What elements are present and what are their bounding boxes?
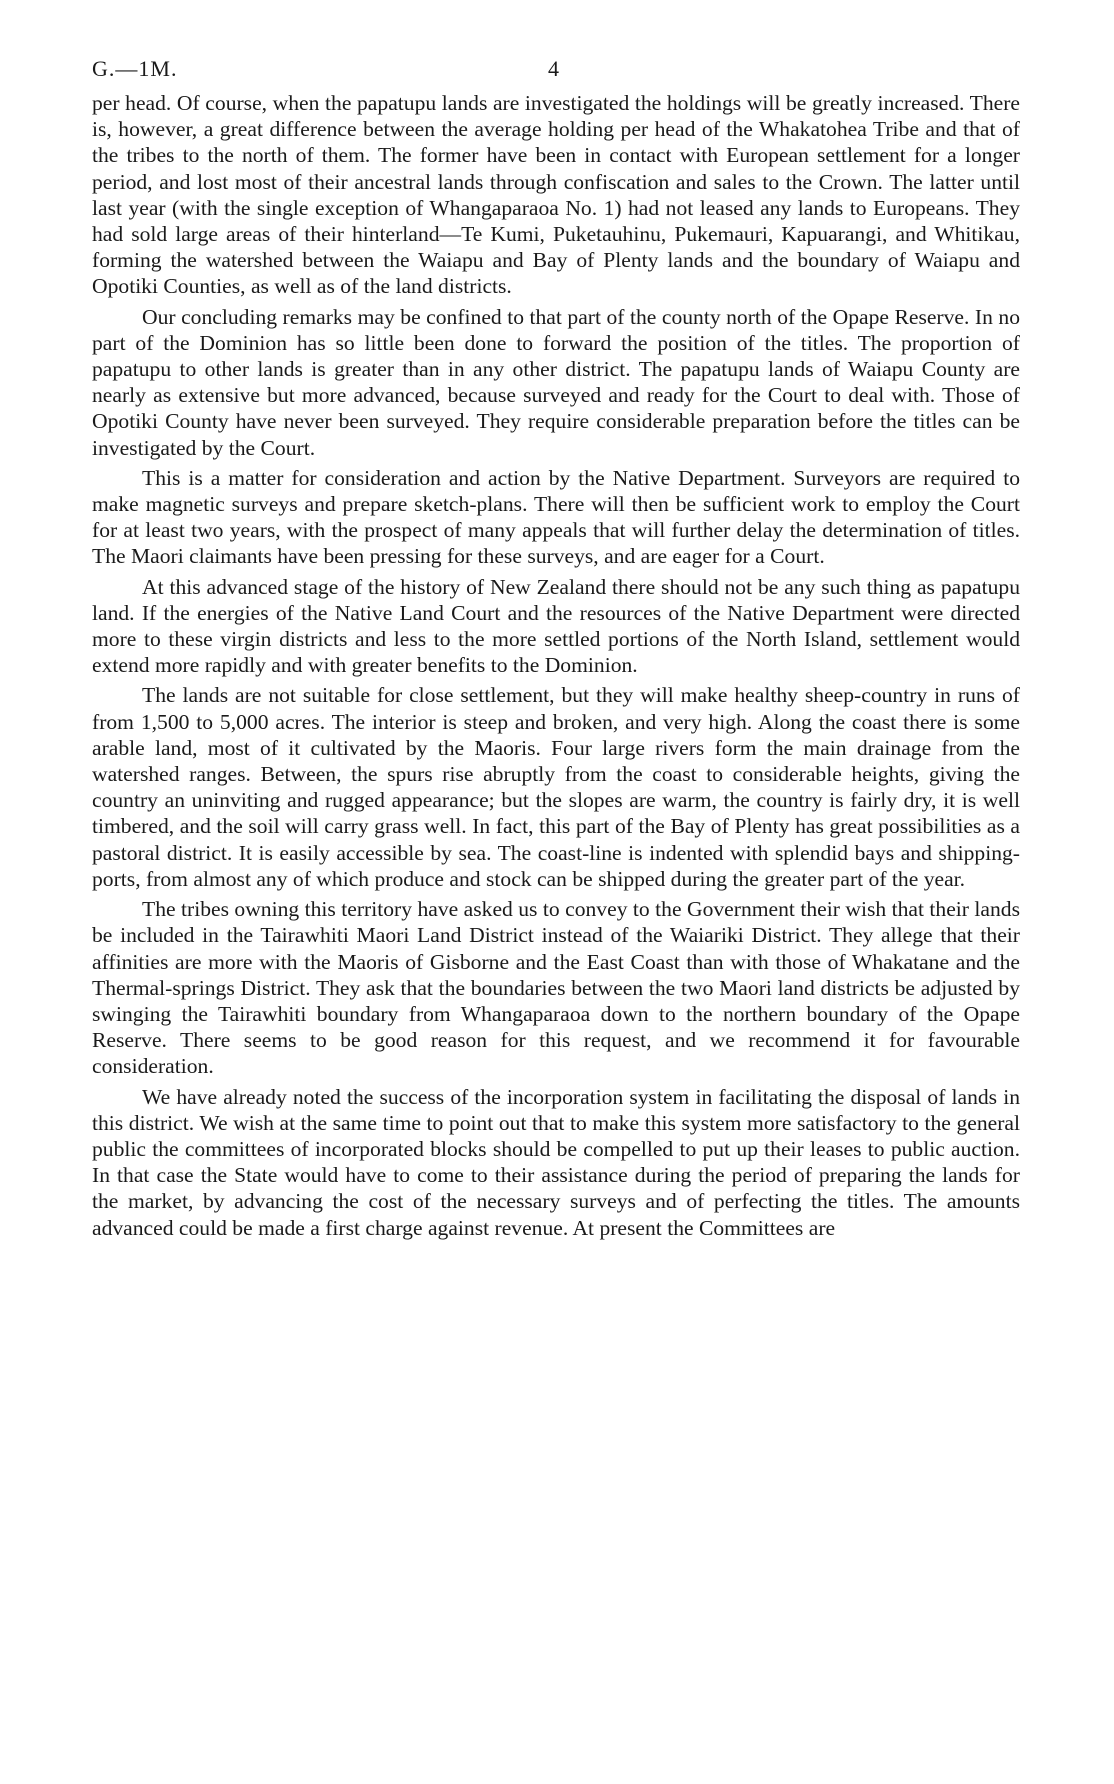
document-reference: G.—1M. xyxy=(92,56,178,81)
paragraph-1: per head. Of course, when the papatupu lands are investigated the holdings will be greatly increased. There is, however, a great difference between the average holding per head of the Whakatohea Tribe and that of the tribes to the north of them. The former have been in contact with European settlement for a longer period, and lost most of their ancestral lands through confiscation and sales to the Crown. The latter until last year (with the single exception of Whangaparaoa No. 1) had not leased any lands to Europeans. They had sold large areas of their hinterland—Te Kumi, Puketauhinu, Pukemauri, Kapuarangi, and Whitikau, forming the watershed between the Waiapu and Bay of Plenty lands and the boundary of Waiapu and Opotiki Counties, as well as of the land districts. xyxy=(92,91,1020,299)
document-body xyxy=(92,90,1020,1241)
document-page xyxy=(92,56,1020,1245)
paragraph-3: This is a matter for consideration and action by the Native Department. Surveyors are required to make magnetic surveys and prepare sketch-plans. There will then be sufficient work to employ the Court for at least two years, with the prospect of many appeals that will further delay the determination of titles. The Maori claimants have been pressing for these surveys, and are eager for a Court. xyxy=(92,465,1020,569)
paragraph-2: Our concluding remarks may be confined to that part of the county north of the Opape Reserve. In no part of the Dominion has so little been done to forward the position of the titles. The proportion of papatupu to other lands is greater than in any other district. The papatupu lands of Waiapu County are nearly as extensive but more advanced, because surveyed and ready for the Court to deal with. Those of Opotiki County have never been surveyed. They require considerable preparation before the titles can be investigated by the Court. xyxy=(92,304,1020,460)
page-header xyxy=(92,56,1020,90)
page-number: 4 xyxy=(548,56,559,81)
paragraph-7: We have already noted the success of the incorporation system in facilitating the disposal of lands in this district. We wish at the same time to point out that to make this system more satisfactory to the general public the committees of incorporated blocks should be compelled to put up their leases to public auction. In that case the State would have to come to their assistance during the period of preparing the lands for the market, by advancing the cost of the necessary surveys and of perfecting the titles. The amounts advanced could be made a first charge against revenue. At present the Committees are xyxy=(92,1084,1020,1240)
paragraph-4: At this advanced stage of the history of New Zealand there should not be any such thing as papatupu land. If the energies of the Native Land Court and the resources of the Native Department were directed more to these virgin districts and less to the more settled portions of the North Island, settlement would extend more rapidly and with greater benefits to the Dominion. xyxy=(92,574,1020,678)
paragraph-6: The tribes owning this territory have asked us to convey to the Government their wish that their lands be included in the Tairawhiti Maori Land District instead of the Waiariki District. They allege that their affinities are more with the Maoris of Gisborne and the East Coast than with those of Whakatane and the Thermal-springs District. They ask that the boundaries between the two Maori land districts be adjusted by swinging the Tairawhiti boundary from Whangaparaoa down to the northern boundary of the Opape Reserve. There seems to be good reason for this request, and we recommend it for favourable consideration. xyxy=(92,897,1020,1079)
paragraph-5: The lands are not suitable for close settlement, but they will make healthy sheep-country in runs of from 1,500 to 5,000 acres. The interior is steep and broken, and very high. Along the coast there is some arable land, most of it cultivated by the Maoris. Four large rivers form the main drainage from the watershed ranges. Between, the spurs rise abruptly from the coast to considerable heights, giving the country an uninviting and rugged appearance; but the slopes are warm, the country is fairly dry, it is well timbered, and the soil will carry grass well. In fact, this part of the Bay of Plenty has great possibilities as a pastoral district. It is easily accessible by sea. The coast-line is indented with splendid bays and shipping-ports, from almost any of which produce and stock can be shipped during the greater part of the year. xyxy=(92,683,1020,891)
